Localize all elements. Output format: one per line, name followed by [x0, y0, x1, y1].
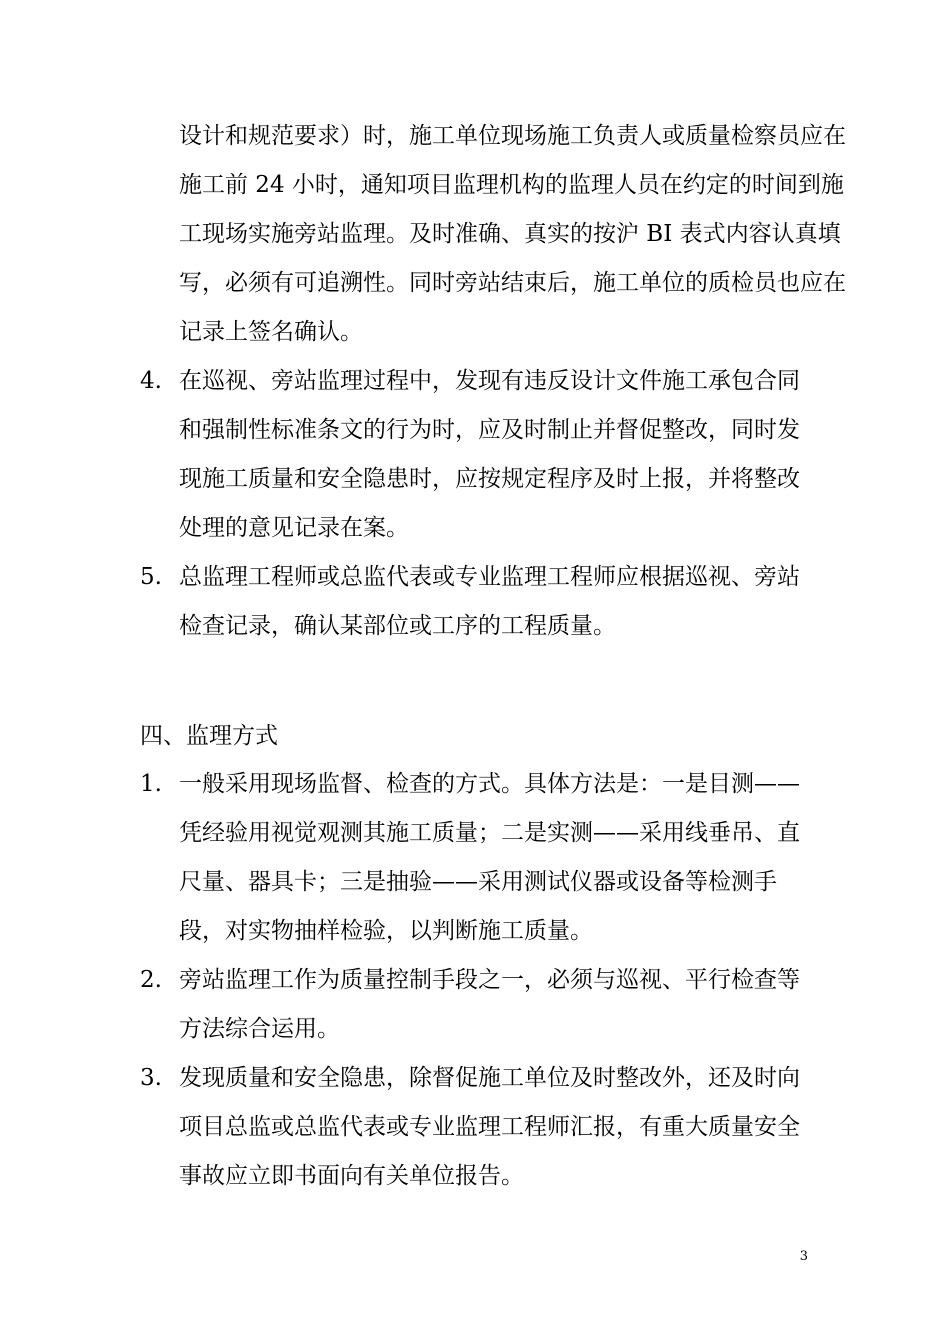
list-item: [140, 553, 820, 651]
list-item-number: 5.: [140, 564, 162, 590]
paragraph-continuation: [140, 112, 859, 357]
list-item: [140, 1054, 820, 1201]
list-item-text: 发现质量和安全隐患，除督促施工单位及时整改外，还及时向项目总监或总监代表或专业监理工程师汇报，有重大质量安全事故应立即书面向有关单位报告。: [179, 1065, 800, 1189]
page-number: 3: [799, 1249, 808, 1264]
paragraph-text: 设计和规范要求）时，施工单位现场施工负责人或质量检察员应在施工前 24 小时，通知项目监理机构的监理人员在约定的时间到施工现场实施旁站监理。及时准确、真实的按沪 BI 表式内容认真填写，必须有可追溯性。同时旁站结束后，施工单位的质检员也应在记录上签名确认。: [179, 123, 846, 345]
list-item-number: 4.: [140, 368, 162, 394]
list-item-text: 一般采用现场监督、检查的方式。具体方法是：一是目测——凭经验用视觉观测其施工质量；二是实测——采用线垂吊、直尺量、器具卡；三是抽验——采用测试仪器或设备等检测手段，对实物抽样检验，以判断施工质量。: [179, 771, 800, 944]
list-item: [140, 956, 820, 1054]
list-item: [140, 357, 820, 553]
list-item: [140, 760, 820, 956]
list-item-text: 在巡视、旁站监理过程中，发现有违反设计文件施工承包合同和强制性标准条文的行为时，应及时制止并督促整改，同时发现施工质量和安全隐患时，应按规定程序及时上报，并将整改处理的意见记录在案。: [179, 368, 800, 541]
list-item-text: 总监理工程师或总监代表或专业监理工程师应根据巡视、旁站检查记录，确认某部位或工序的工程质量。: [179, 564, 800, 639]
list-item-number: 2.: [140, 967, 162, 993]
section-heading: 四、监理方式: [140, 723, 278, 749]
list-item-number: 1.: [140, 771, 162, 797]
list-item-number: 3.: [140, 1065, 162, 1091]
list-item-text: 旁站监理工作为质量控制手段之一，必须与巡视、平行检查等方法综合运用。: [179, 967, 800, 1042]
